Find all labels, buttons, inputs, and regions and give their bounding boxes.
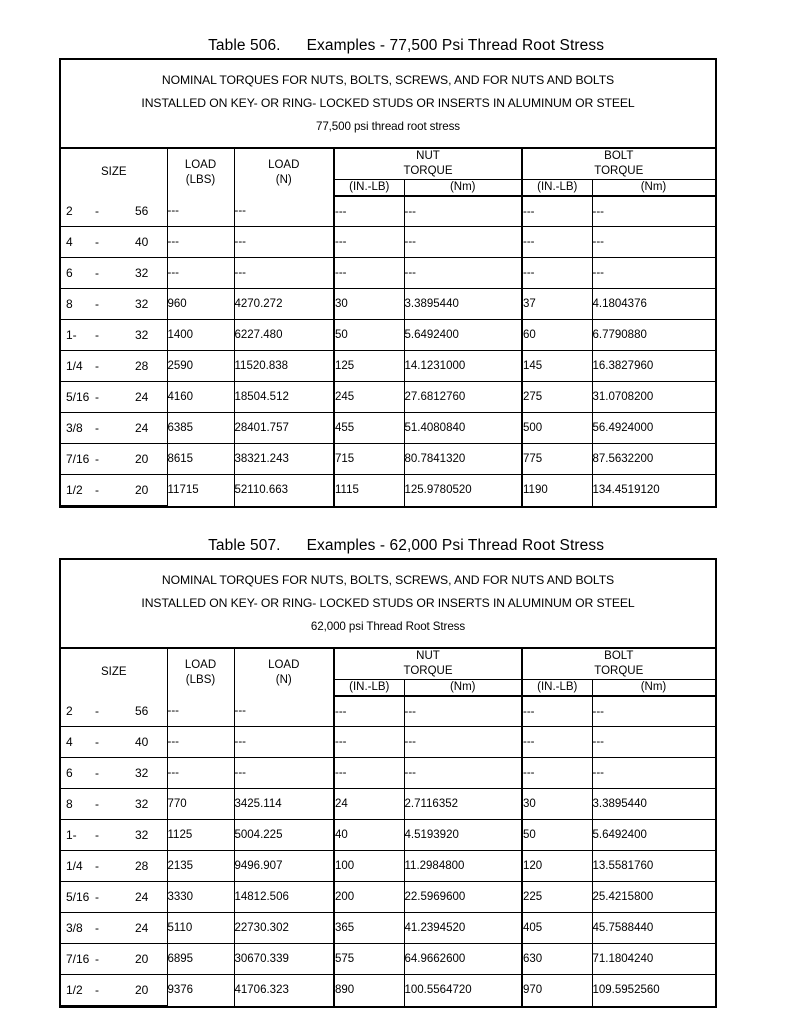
header-bolt-nm: (Nm)	[592, 180, 715, 197]
table-507-caption-text: Examples - 62,000 Psi Thread Root Stress	[306, 537, 605, 554]
cell-bolt-inlb: 630	[522, 944, 592, 975]
size-major: 7/16	[66, 452, 90, 466]
size-threads: 20	[135, 952, 149, 966]
cell-nut-nm: 41.2394520	[404, 913, 522, 944]
cell-load-lbs: ---	[167, 196, 234, 227]
banner-line-1: NOMINAL TORQUES FOR NUTS, BOLTS, SCREWS, AND FOR NUTS AND BOLTS	[161, 573, 615, 587]
cell-nut-inlb: 575	[334, 944, 404, 975]
cell-load-n: ---	[234, 727, 334, 758]
cell-nut-inlb: ---	[334, 258, 404, 289]
header-nut-inlb: (IN.-LB)	[334, 680, 404, 697]
banner-line-2: INSTALLED ON KEY- OR RING- LOCKED STUDS OR INSERTS IN ALUMINUM OR STEEL	[141, 96, 635, 110]
table-row	[61, 444, 715, 475]
cell-nut-inlb: 100	[334, 851, 404, 882]
header-load-lbs	[167, 149, 234, 196]
size-major: 8	[66, 797, 73, 811]
cell-bolt-nm: 87.5632200	[592, 444, 715, 475]
cell-load-lbs: 5110	[167, 913, 234, 944]
table-507-body	[61, 696, 715, 1006]
cell-load-n: 11520.838	[234, 351, 334, 382]
cell-bolt-inlb: 405	[522, 913, 592, 944]
cell-nut-nm: 4.5193920	[404, 820, 522, 851]
table-row	[61, 944, 715, 975]
cell-bolt-inlb: 50	[522, 820, 592, 851]
header-nut-l2: TORQUE	[403, 665, 453, 677]
cell-load-n: 14812.506	[234, 882, 334, 913]
cell-bolt-nm: ---	[592, 758, 715, 789]
cell-nut-nm: 3.3895440	[404, 289, 522, 320]
cell-bolt-inlb: 1190	[522, 475, 592, 506]
cell-bolt-nm: ---	[592, 727, 715, 758]
cell-load-n: 28401.757	[234, 413, 334, 444]
table-507-grid	[61, 649, 716, 1006]
header-bolt-l1: BOLT	[604, 650, 634, 662]
table-row	[61, 320, 715, 351]
table-row	[61, 696, 715, 727]
cell-nut-inlb: 50	[334, 320, 404, 351]
size-major: 5/16	[66, 890, 90, 904]
cell-load-n: 38321.243	[234, 444, 334, 475]
cell-size	[61, 413, 167, 444]
cell-nut-nm: 100.5564720	[404, 975, 522, 1006]
cell-load-lbs: 2135	[167, 851, 234, 882]
table-506-caption-number: Table 506.	[208, 37, 281, 54]
size-dash: -	[95, 328, 99, 342]
cell-bolt-inlb: 60	[522, 320, 592, 351]
header-nut-l1: NUT	[416, 650, 440, 662]
size-major: 3/8	[66, 921, 83, 935]
cell-nut-inlb: 455	[334, 413, 404, 444]
cell-bolt-nm: ---	[592, 696, 715, 727]
cell-load-n: 5004.225	[234, 820, 334, 851]
size-major: 1-	[66, 828, 77, 842]
size-threads: 20	[135, 483, 149, 497]
size-threads: 24	[135, 921, 149, 935]
cell-nut-nm: ---	[404, 696, 522, 727]
size-dash: -	[95, 952, 99, 966]
cell-size	[61, 258, 167, 289]
cell-nut-inlb: 1115	[334, 475, 404, 506]
header-nut-nm: (Nm)	[404, 180, 522, 197]
size-dash: -	[95, 204, 99, 218]
cell-load-lbs: 8615	[167, 444, 234, 475]
cell-nut-nm: 14.1231000	[404, 351, 522, 382]
header-bolt-torque-group	[522, 649, 715, 680]
cell-bolt-inlb: ---	[522, 696, 592, 727]
table-row	[61, 913, 715, 944]
cell-load-lbs: 1400	[167, 320, 234, 351]
table-507-head	[61, 649, 715, 696]
table-506-grid	[61, 149, 716, 506]
cell-load-n: ---	[234, 758, 334, 789]
cell-bolt-nm: 56.4924000	[592, 413, 715, 444]
size-major: 8	[66, 297, 73, 311]
size-threads: 32	[135, 328, 149, 342]
cell-size	[61, 913, 167, 944]
size-major: 4	[66, 235, 73, 249]
banner-line-2: INSTALLED ON KEY- OR RING- LOCKED STUDS OR INSERTS IN ALUMINUM OR STEEL	[141, 596, 635, 610]
size-major: 5/16	[66, 390, 90, 404]
cell-bolt-inlb: ---	[522, 758, 592, 789]
cell-load-n: 22730.302	[234, 913, 334, 944]
cell-load-lbs: ---	[167, 258, 234, 289]
cell-load-n: 41706.323	[234, 975, 334, 1006]
size-threads: 32	[135, 266, 149, 280]
size-dash: -	[95, 359, 99, 373]
table-506-banner	[61, 60, 715, 149]
cell-bolt-inlb: 500	[522, 413, 592, 444]
size-dash: -	[95, 766, 99, 780]
cell-load-lbs: 960	[167, 289, 234, 320]
cell-nut-nm: 5.6492400	[404, 320, 522, 351]
table-row	[61, 975, 715, 1006]
cell-bolt-nm: 45.7588440	[592, 913, 715, 944]
cell-nut-inlb: ---	[334, 227, 404, 258]
header-bolt-l2: TORQUE	[594, 165, 644, 177]
banner-line-3: 77,500 psi thread root stress	[315, 120, 461, 133]
cell-nut-inlb: 715	[334, 444, 404, 475]
table-506-head	[61, 149, 715, 196]
cell-nut-nm: ---	[404, 758, 522, 789]
cell-load-lbs: 6385	[167, 413, 234, 444]
cell-load-n: 3425.114	[234, 789, 334, 820]
cell-nut-inlb: 890	[334, 975, 404, 1006]
cell-size	[61, 975, 167, 1006]
size-dash: -	[95, 735, 99, 749]
size-major: 2	[66, 204, 73, 218]
size-dash: -	[95, 859, 99, 873]
size-major: 1/4	[66, 359, 83, 373]
table-row	[61, 851, 715, 882]
cell-size	[61, 789, 167, 820]
cell-bolt-nm: ---	[592, 227, 715, 258]
cell-nut-nm: ---	[404, 227, 522, 258]
cell-bolt-nm: 13.5581760	[592, 851, 715, 882]
cell-size	[61, 475, 167, 506]
table-row	[61, 820, 715, 851]
size-major: 6	[66, 766, 73, 780]
header-load-lbs-l1: LOAD	[184, 658, 217, 671]
cell-nut-nm: ---	[404, 727, 522, 758]
header-load-lbs-l2: (LBS)	[185, 673, 216, 686]
cell-load-lbs: ---	[167, 727, 234, 758]
size-dash: -	[95, 704, 99, 718]
cell-load-n: 18504.512	[234, 382, 334, 413]
table-row	[61, 413, 715, 444]
table-row	[61, 475, 715, 506]
size-dash: -	[95, 921, 99, 935]
size-major: 1-	[66, 328, 77, 342]
table-507-banner	[61, 560, 715, 649]
table-row	[61, 289, 715, 320]
cell-size	[61, 227, 167, 258]
header-row-group	[61, 149, 715, 180]
cell-nut-inlb: 125	[334, 351, 404, 382]
size-dash: -	[95, 797, 99, 811]
cell-size	[61, 320, 167, 351]
size-major: 1/4	[66, 859, 83, 873]
cell-nut-nm: 2.7116352	[404, 789, 522, 820]
cell-load-lbs: 1125	[167, 820, 234, 851]
cell-load-lbs: 9376	[167, 975, 234, 1006]
cell-bolt-nm: 31.0708200	[592, 382, 715, 413]
header-nut-torque-group	[334, 649, 522, 680]
size-threads: 32	[135, 828, 149, 842]
cell-bolt-inlb: ---	[522, 227, 592, 258]
header-nut-inlb: (IN.-LB)	[334, 180, 404, 197]
cell-load-lbs: 2590	[167, 351, 234, 382]
cell-load-lbs: 4160	[167, 382, 234, 413]
header-load-n	[234, 649, 334, 696]
cell-nut-nm: 27.6812760	[404, 382, 522, 413]
cell-load-n: 9496.907	[234, 851, 334, 882]
cell-load-lbs: 770	[167, 789, 234, 820]
table-507	[59, 558, 717, 1008]
table-row	[61, 758, 715, 789]
cell-size	[61, 196, 167, 227]
cell-nut-inlb: 245	[334, 382, 404, 413]
size-threads: 40	[135, 735, 149, 749]
size-threads: 32	[135, 797, 149, 811]
cell-nut-inlb: ---	[334, 727, 404, 758]
cell-load-n: ---	[234, 258, 334, 289]
cell-bolt-nm: 4.1804376	[592, 289, 715, 320]
header-bolt-l2: TORQUE	[594, 665, 644, 677]
cell-load-lbs: ---	[167, 227, 234, 258]
size-threads: 28	[135, 359, 149, 373]
table-row	[61, 258, 715, 289]
cell-nut-inlb: 365	[334, 913, 404, 944]
cell-bolt-inlb: ---	[522, 258, 592, 289]
header-load-n-l1: LOAD	[268, 658, 300, 671]
cell-nut-nm: 64.9662600	[404, 944, 522, 975]
table-506-caption-text: Examples - 77,500 Psi Thread Root Stress	[306, 37, 605, 54]
cell-bolt-inlb: 120	[522, 851, 592, 882]
table-row	[61, 382, 715, 413]
cell-load-lbs: 11715	[167, 475, 234, 506]
cell-bolt-inlb: ---	[522, 727, 592, 758]
cell-bolt-nm: 3.3895440	[592, 789, 715, 820]
size-threads: 20	[135, 983, 149, 997]
header-bolt-nm: (Nm)	[592, 680, 715, 697]
size-major: 1/2	[66, 483, 83, 497]
cell-bolt-nm: 109.5952560	[592, 984, 660, 997]
size-dash: -	[95, 266, 99, 280]
header-load-lbs	[167, 649, 234, 696]
cell-nut-inlb: ---	[334, 758, 404, 789]
size-threads: 24	[135, 390, 149, 404]
cell-bolt-inlb: 775	[522, 444, 592, 475]
header-nut-l1: NUT	[416, 150, 440, 162]
header-bolt-l1: BOLT	[604, 150, 634, 162]
cell-bolt-inlb: 970	[522, 975, 592, 1006]
cell-nut-inlb: 200	[334, 882, 404, 913]
size-dash: -	[95, 890, 99, 904]
size-threads: 56	[135, 704, 149, 718]
header-nut-nm: (Nm)	[404, 680, 522, 697]
cell-nut-inlb: 30	[334, 289, 404, 320]
table-row	[61, 727, 715, 758]
cell-nut-nm: ---	[404, 196, 522, 227]
header-load-lbs-l1: LOAD	[184, 158, 217, 171]
cell-size	[61, 851, 167, 882]
header-size: SIZE	[61, 649, 167, 696]
cell-bolt-nm: 71.1804240	[592, 944, 715, 975]
cell-nut-nm: ---	[404, 258, 522, 289]
size-major: 1/2	[66, 983, 83, 997]
cell-load-n: ---	[234, 196, 334, 227]
cell-bolt-nm: ---	[592, 196, 715, 227]
table-row	[61, 789, 715, 820]
size-dash: -	[95, 828, 99, 842]
size-major: 6	[66, 266, 73, 280]
size-dash: -	[95, 390, 99, 404]
header-nut-l2: TORQUE	[403, 165, 453, 177]
size-threads: 28	[135, 859, 149, 873]
size-threads: 32	[135, 297, 149, 311]
cell-bolt-inlb: 275	[522, 382, 592, 413]
size-threads: 40	[135, 235, 149, 249]
cell-nut-inlb: ---	[334, 696, 404, 727]
size-threads: 56	[135, 204, 149, 218]
cell-bolt-nm: 25.4215800	[592, 882, 715, 913]
table-row	[61, 196, 715, 227]
header-size: SIZE	[61, 149, 167, 196]
size-dash: -	[95, 235, 99, 249]
cell-size	[61, 351, 167, 382]
cell-load-lbs: 3330	[167, 882, 234, 913]
cell-bolt-inlb: 37	[522, 289, 592, 320]
header-row-group	[61, 649, 715, 680]
table-row	[61, 882, 715, 913]
cell-size	[61, 382, 167, 413]
header-load-n-l1: LOAD	[268, 158, 300, 171]
cell-bolt-inlb: 145	[522, 351, 592, 382]
cell-load-n: 4270.272	[234, 289, 334, 320]
cell-size	[61, 727, 167, 758]
cell-bolt-nm: 5.6492400	[592, 820, 715, 851]
header-load-lbs-l2: (LBS)	[185, 173, 216, 186]
header-load-n-l2: (N)	[275, 173, 292, 186]
cell-load-lbs: 6895	[167, 944, 234, 975]
banner-line-1: NOMINAL TORQUES FOR NUTS, BOLTS, SCREWS, AND FOR NUTS AND BOLTS	[161, 73, 615, 87]
size-dash: -	[95, 483, 99, 497]
cell-nut-nm: 51.4080840	[404, 413, 522, 444]
table-506	[59, 58, 717, 508]
header-bolt-inlb: (IN.-LB)	[522, 180, 592, 197]
size-threads: 32	[135, 766, 149, 780]
cell-bolt-inlb: 30	[522, 789, 592, 820]
cell-load-n: 6227.480	[234, 320, 334, 351]
header-bolt-torque-group	[522, 149, 715, 180]
cell-nut-nm: 80.7841320	[404, 444, 522, 475]
cell-size	[61, 289, 167, 320]
header-bolt-inlb: (IN.-LB)	[522, 680, 592, 697]
size-major: 4	[66, 735, 73, 749]
cell-size	[61, 944, 167, 975]
header-load-n	[234, 149, 334, 196]
table-506-body	[61, 196, 715, 506]
size-dash: -	[95, 452, 99, 466]
size-major: 7/16	[66, 952, 90, 966]
banner-line-3: 62,000 psi Thread Root Stress	[310, 620, 466, 633]
size-threads: 24	[135, 890, 149, 904]
size-dash: -	[95, 421, 99, 435]
cell-bolt-nm: ---	[592, 258, 715, 289]
cell-load-n: 30670.339	[234, 944, 334, 975]
cell-nut-nm: 125.9780520	[404, 475, 522, 506]
size-dash: -	[95, 297, 99, 311]
cell-bolt-nm: 134.4519120	[592, 484, 660, 497]
size-threads: 20	[135, 452, 149, 466]
header-nut-torque-group	[334, 149, 522, 180]
cell-size	[61, 820, 167, 851]
cell-bolt-inlb: 225	[522, 882, 592, 913]
size-major: 2	[66, 704, 73, 718]
cell-bolt-nm: 16.3827960	[592, 351, 715, 382]
cell-bolt-nm: 6.7790880	[592, 320, 715, 351]
cell-nut-nm: 22.5969600	[404, 882, 522, 913]
table-row	[61, 227, 715, 258]
cell-nut-inlb: ---	[334, 196, 404, 227]
cell-load-lbs: ---	[167, 696, 234, 727]
cell-size	[61, 696, 167, 727]
header-load-n-l2: (N)	[275, 673, 292, 686]
size-dash: -	[95, 983, 99, 997]
cell-nut-inlb: 24	[334, 789, 404, 820]
cell-load-n: 52110.663	[234, 475, 334, 506]
table-row	[61, 351, 715, 382]
cell-size	[61, 444, 167, 475]
cell-bolt-inlb: ---	[522, 196, 592, 227]
size-threads: 24	[135, 421, 149, 435]
cell-size	[61, 882, 167, 913]
cell-size	[61, 758, 167, 789]
cell-nut-inlb: 40	[334, 820, 404, 851]
cell-load-lbs: ---	[167, 758, 234, 789]
size-major: 3/8	[66, 421, 83, 435]
table-507-caption-number: Table 507.	[208, 537, 281, 554]
cell-load-n: ---	[234, 696, 334, 727]
cell-load-n: ---	[234, 227, 334, 258]
cell-nut-nm: 11.2984800	[404, 851, 522, 882]
